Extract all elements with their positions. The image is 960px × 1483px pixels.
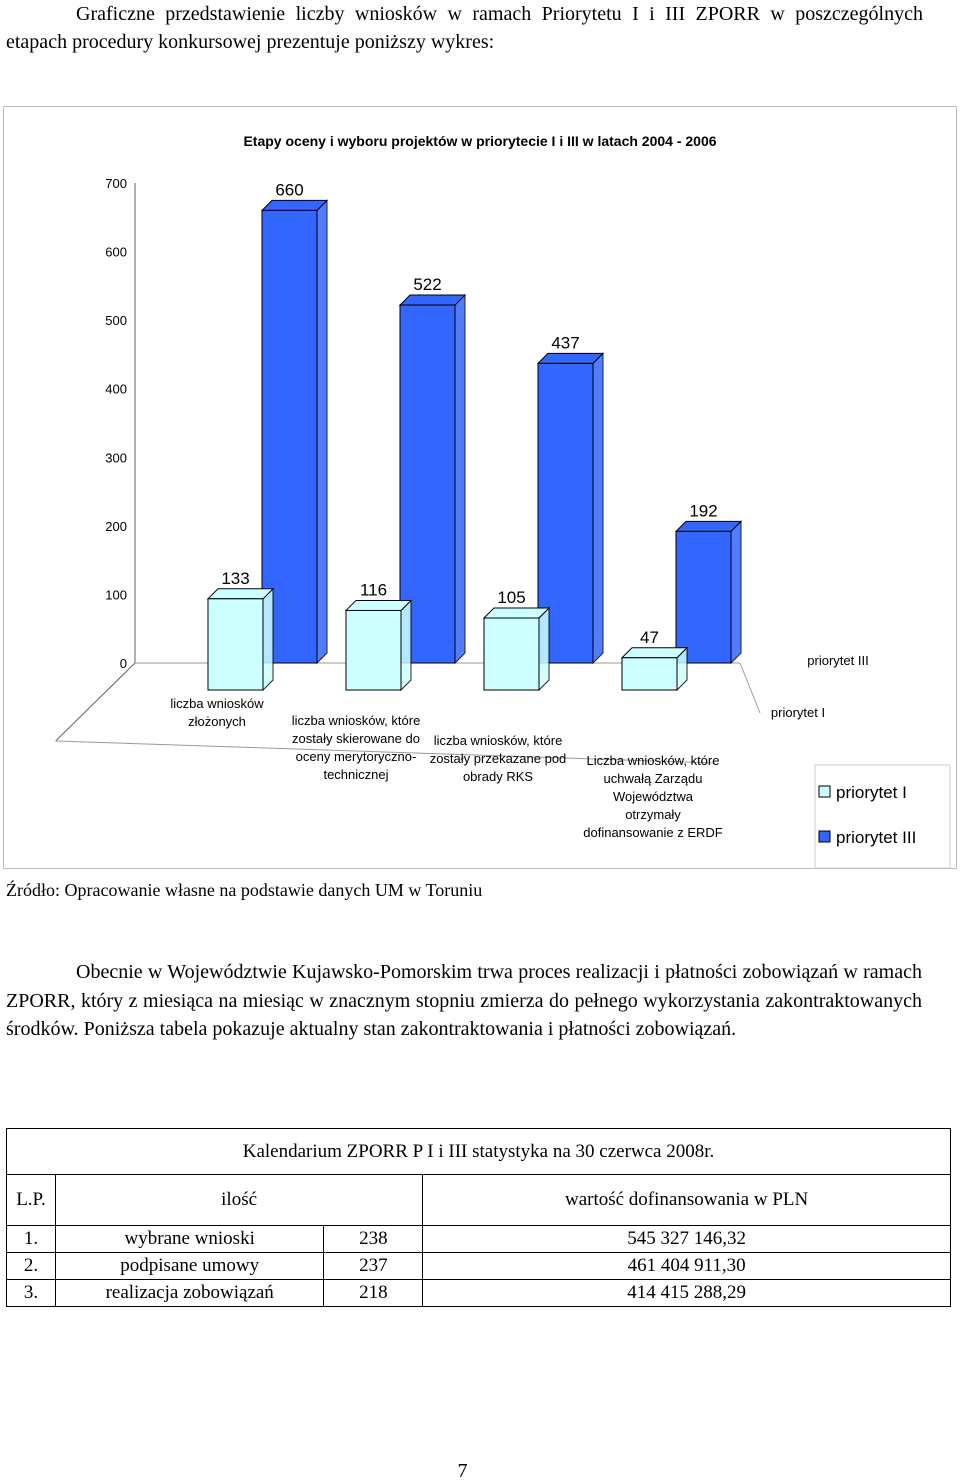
body-paragraph: [6, 958, 922, 1044]
bar-priorytet-i-top: [484, 608, 549, 618]
bar-priorytet-iii: [676, 531, 731, 663]
bar-priorytet-iii-side: [455, 295, 465, 663]
table-row: [7, 1226, 951, 1253]
bar-priorytet-i-top: [622, 648, 687, 658]
bar-priorytet-i: [208, 599, 263, 690]
y-tick-label: 600: [105, 244, 127, 260]
bar-priorytet-iii-top: [676, 521, 741, 531]
bar-priorytet-iii-label: 192: [689, 501, 718, 521]
cell-value: 414 415 288,29: [423, 1280, 951, 1307]
table-caption: Kalendarium ZPORR P I i III statystyka na 30 czerwca 2008r.: [7, 1129, 951, 1175]
page-number: 7: [457, 1460, 468, 1482]
category-label: uchwałą Zarządu: [603, 771, 703, 786]
floor-right-edge: [740, 663, 760, 713]
y-tick-label: 400: [105, 381, 127, 397]
bar-priorytet-iii-side: [593, 353, 603, 663]
table-row: [7, 1280, 951, 1307]
y-tick-label: 200: [105, 518, 127, 534]
legend-label: priorytet III: [836, 828, 917, 847]
bar-priorytet-i-side: [263, 589, 273, 690]
cell-lp: 3.: [7, 1280, 56, 1307]
category-label: dofinansowanie z ERDF: [583, 825, 723, 840]
cell-count: 237: [324, 1253, 423, 1280]
bar-priorytet-iii-side: [317, 200, 327, 663]
floor-left-edge: [56, 663, 135, 741]
bar-priorytet-iii-top: [400, 295, 465, 305]
category-label: zostały przekazane pod: [429, 751, 567, 766]
depth-label-priorytet-iii: priorytet III: [807, 653, 869, 668]
cell-lp: 2.: [7, 1253, 56, 1280]
bar-priorytet-iii-side: [731, 521, 741, 663]
category-label: liczba wniosków, które: [433, 733, 563, 748]
cell-name: realizacja zobowiązań: [55, 1280, 323, 1307]
intro-text: Graficzne przedstawienie liczby wniosków w ramach Priorytetu I i III ZPORR w poszczególnych etapach procedury konkursowej prezentuje poniższy wykres:: [6, 3, 923, 53]
header-wartosc: wartość dofinansowania w PLN: [423, 1175, 951, 1226]
cell-name: podpisane umowy: [55, 1253, 323, 1280]
bar-priorytet-i-label: 47: [640, 627, 659, 647]
y-tick-label: 700: [105, 176, 127, 191]
category-label: Liczba wniosków, które: [586, 753, 720, 768]
table-row: [7, 1253, 951, 1280]
legend-swatch: [819, 786, 830, 797]
y-tick-label: 100: [105, 587, 127, 603]
bar-priorytet-i-side: [539, 608, 549, 690]
bar-priorytet-i: [346, 610, 401, 690]
y-tick-label: 0: [119, 656, 127, 671]
bar-priorytet-iii-label: 522: [413, 275, 442, 295]
category-label: technicznej: [323, 767, 389, 782]
category-label: złożonych: [188, 714, 246, 729]
bar-priorytet-iii-label: 660: [275, 180, 304, 200]
calendar-table: [6, 1128, 951, 1307]
y-tick-label: 300: [105, 450, 127, 466]
bar-priorytet-i-top: [346, 600, 411, 610]
bar-priorytet-iii-label: 437: [551, 333, 580, 353]
cell-name: wybrane wnioski: [55, 1226, 323, 1253]
bar-priorytet-i-top: [208, 589, 273, 599]
bar-priorytet-iii-top: [262, 200, 327, 210]
category-label: oceny merytoryczno-: [295, 749, 417, 764]
category-label: liczba wniosków: [170, 696, 264, 711]
cell-count: 238: [324, 1226, 423, 1253]
bar-priorytet-iii-top: [538, 353, 603, 363]
body-text: Obecnie w Województwie Kujawsko-Pomorskim trwa proces realizacji i płatności zobowiązań w ramach ZPORR, który z miesiąca na miesiąc w znacznym stopniu zmierza do pełnego wykorzystania zakontraktowanych środków. Poniższa tabela pokazuje aktualny stan zakontraktowania i płatności zobowiązań.: [6, 961, 922, 1041]
cell-value: 545 327 146,32: [423, 1226, 951, 1253]
bar-priorytet-i: [622, 658, 677, 690]
cell-value: 461 404 911,30: [423, 1253, 951, 1280]
bar-priorytet-i-label: 105: [497, 588, 526, 607]
y-tick-label: 500: [105, 313, 127, 329]
category-label: otrzymały: [625, 807, 681, 822]
header-ilosc: ilość: [55, 1175, 422, 1226]
legend-label: priorytet I: [836, 783, 907, 802]
cell-count: 218: [324, 1280, 423, 1307]
depth-label-priorytet-i: priorytet I: [770, 705, 826, 720]
header-lp: L.P.: [7, 1175, 56, 1226]
bar-priorytet-i-label: 133: [221, 568, 250, 588]
category-label: Województwa: [613, 789, 693, 804]
legend-box: [815, 765, 950, 868]
cell-lp: 1.: [7, 1226, 56, 1253]
bar-priorytet-i: [484, 618, 539, 690]
bar-priorytet-i-label: 116: [359, 580, 388, 600]
category-label: zostały skierowane do: [292, 731, 420, 746]
bar-priorytet-i-side: [401, 600, 411, 690]
source-note: Źródło: Opracowanie własne na podstawie danych UM w Toruniu: [6, 880, 483, 900]
category-label: obrady RKS: [462, 769, 534, 784]
category-label: liczba wniosków, które: [291, 713, 421, 728]
legend-swatch: [819, 831, 830, 842]
chart-title: Etapy oceny i wyboru projektów w priorytecie I i III w latach 2004 - 2006: [243, 133, 717, 149]
